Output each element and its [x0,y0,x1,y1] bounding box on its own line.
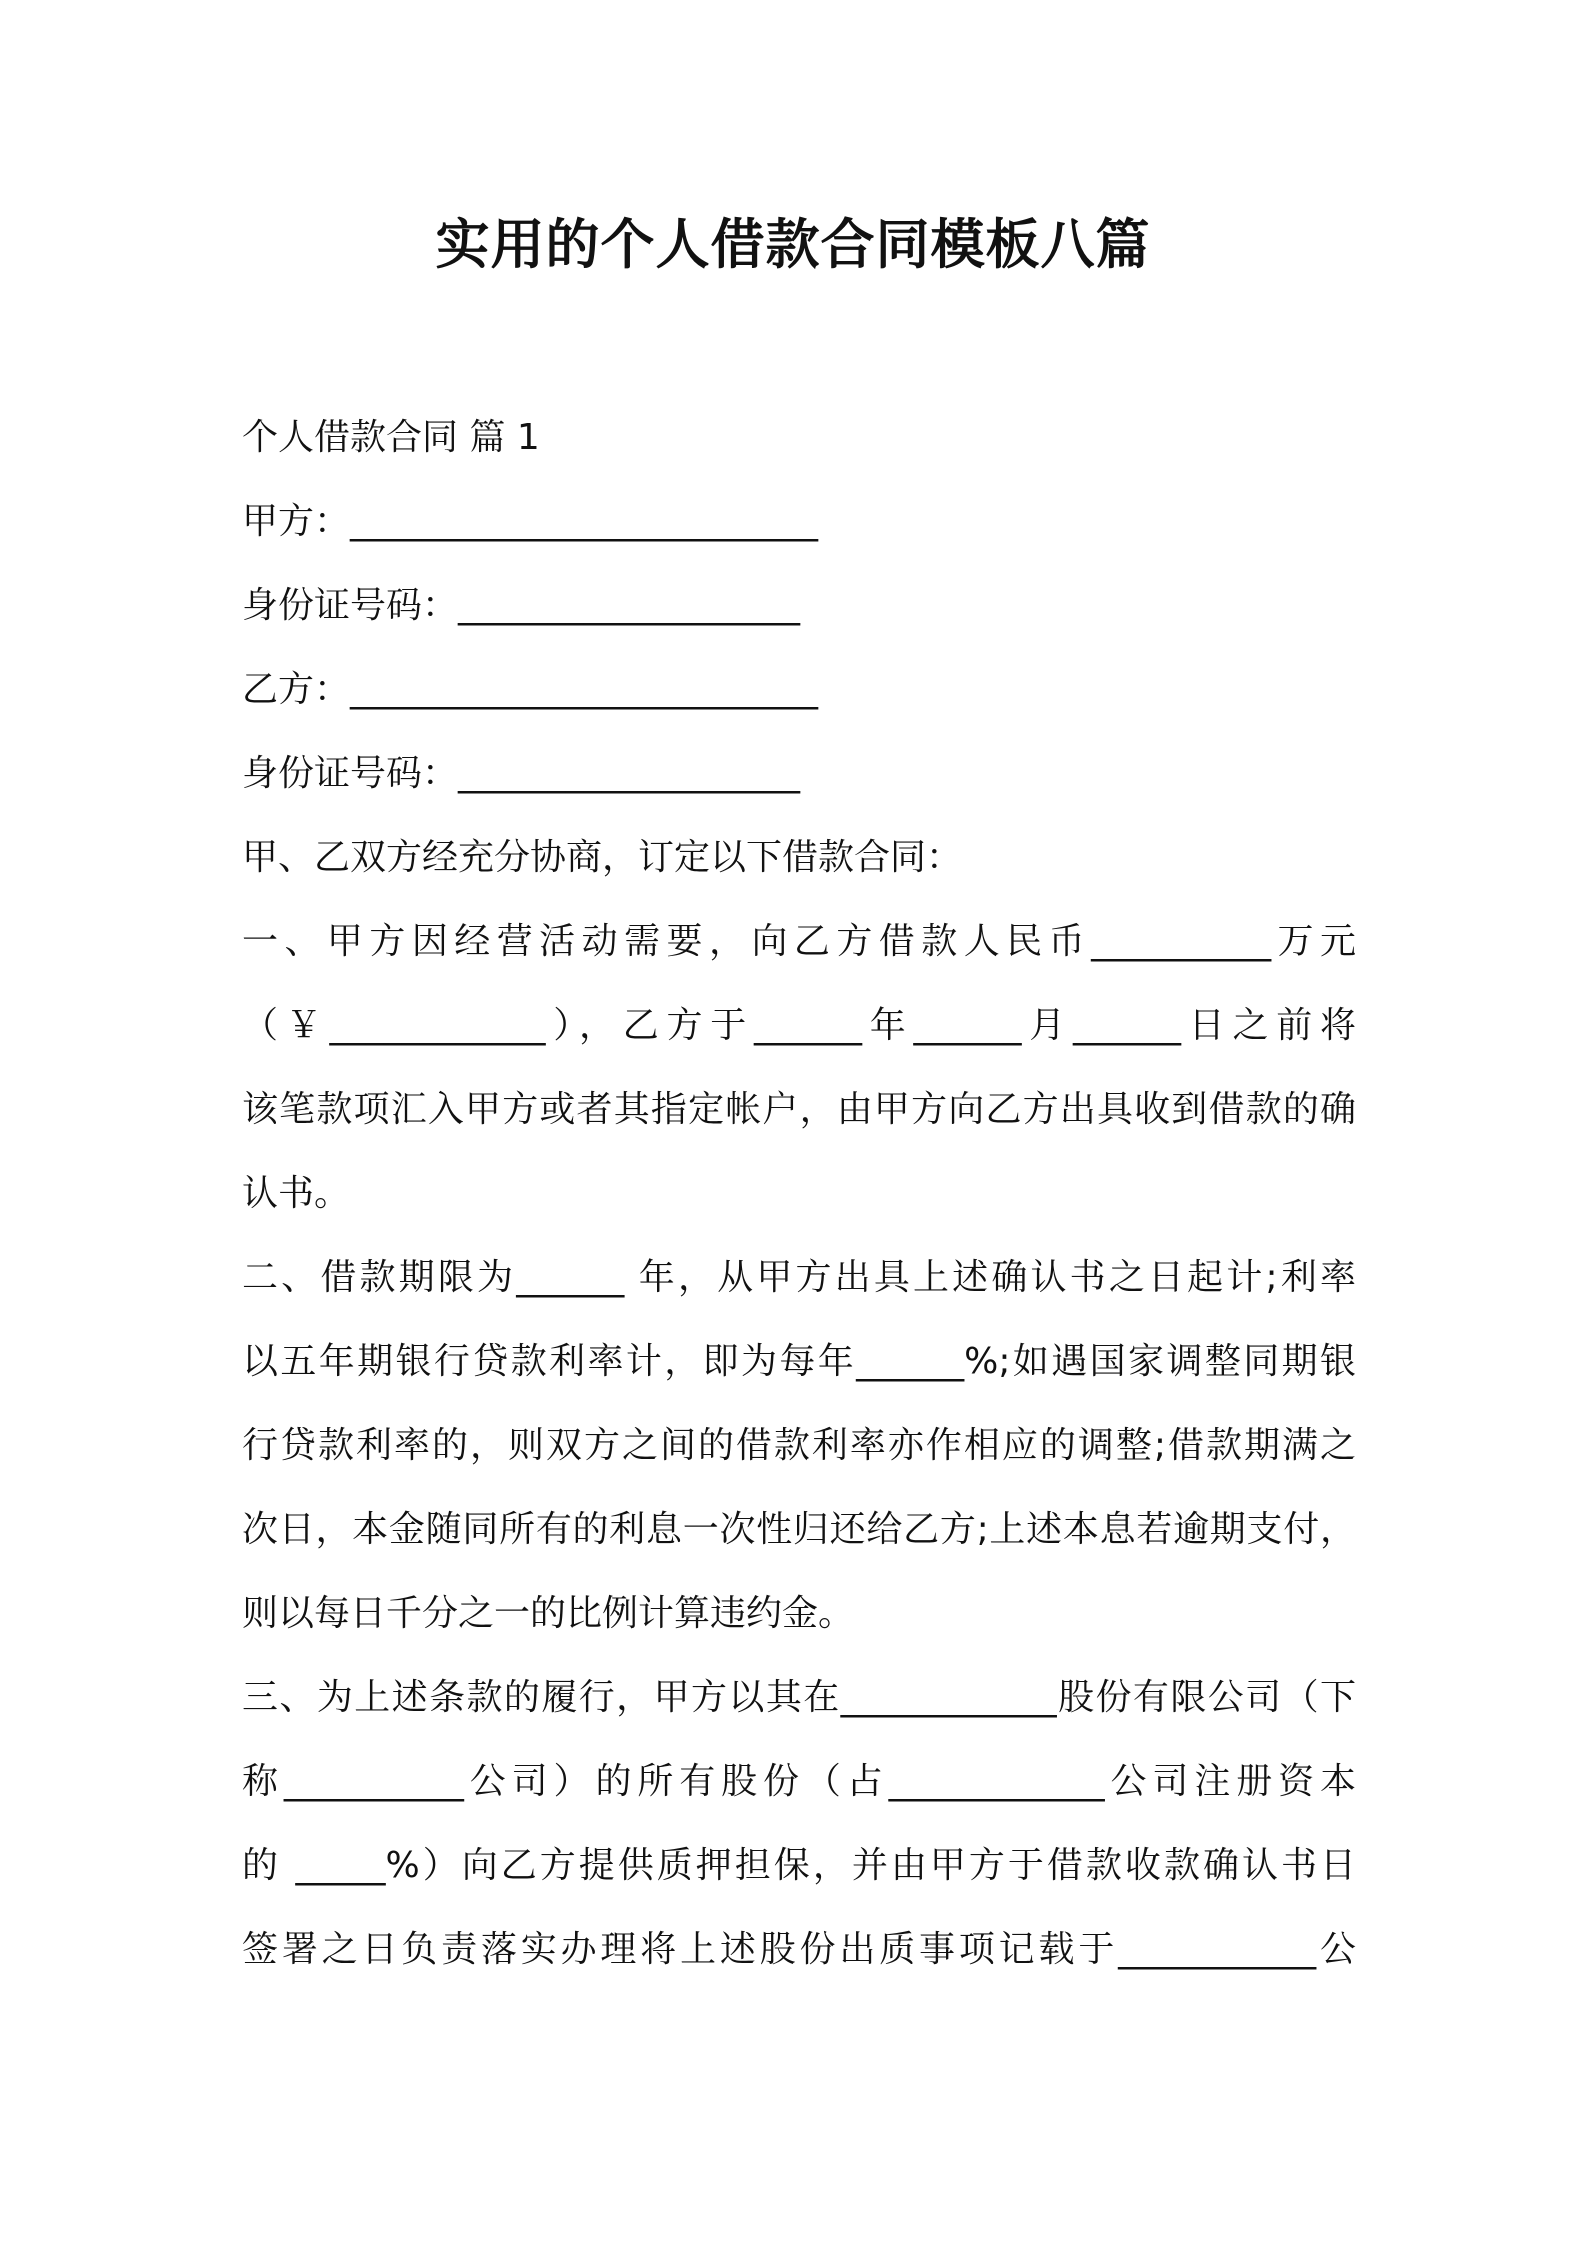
clause-1-line: 一、甲方因经营活动需要，向乙方借款人民币__________万元 [242,921,1356,962]
clause-2-line: 以五年期银行贷款利率计，即为每年______%;如遇国家调整同期银 [242,1341,1356,1382]
clause-2-line: 次日，本金随同所有的利息一次性归还给乙方;上述本息若逾期支付， [242,1509,1356,1550]
clause-2-line: 二、借款期限为______ 年，从甲方出具上述确认书之日起计;利率 [242,1257,1356,1298]
party-b-line: 乙方：__________________________ [242,669,819,710]
clause-3-line: 三、为上述条款的履行，甲方以其在____________股份有限公司（下 [242,1677,1356,1718]
clause-3-line: 称__________公司）的所有股份（占____________公司注册资本 [242,1761,1356,1802]
clause-3-line: 签署之日负责落实办理将上述股份出质事项记载于___________公 [242,1929,1356,1970]
clause-1-line: （￥____________），乙方于______年______月______日之前将 [242,1005,1356,1046]
clause-1-line: 认书。 [242,1173,351,1214]
party-a-id-line: 身份证号码：___________________ [242,585,801,626]
clause-2-line: 行贷款利率的，则双方之间的借款利率亦作相应的调整;借款期满之 [242,1425,1356,1466]
party-a-line: 甲方：__________________________ [242,501,819,542]
party-b-id-line: 身份证号码：___________________ [242,753,801,794]
clause-3-line: 的 _____%）向乙方提供质押担保，并由甲方于借款收款确认书日 [242,1845,1356,1886]
document-title: 实用的个人借款合同模板八篇 [435,213,1151,276]
agreement-intro: 甲、乙双方经充分协商，订定以下借款合同： [242,837,963,878]
clause-1-line: 该笔款项汇入甲方或者其指定帐户，由甲方向乙方出具收到借款的确 [242,1089,1356,1130]
clause-2-line: 则以每日千分之一的比例计算违约金。 [242,1593,855,1634]
section-heading: 个人借款合同 篇 1 [242,417,540,458]
